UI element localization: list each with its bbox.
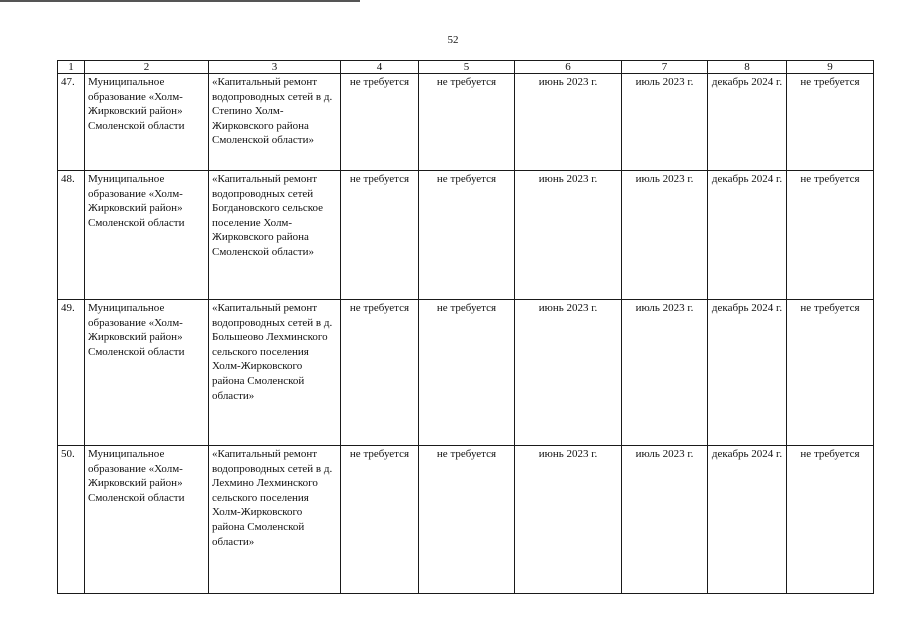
scan-top-rule xyxy=(0,0,360,2)
column-header: 5 xyxy=(419,61,515,74)
data-table xyxy=(57,60,874,594)
project-cell: «Капитальный ремонт водопроводных сетей в д. Большеово Лехминского сельского поселения Холм-Жирковского района Смоленской области» xyxy=(209,300,341,446)
col9-cell: не требуется xyxy=(787,446,874,594)
organization-cell: Муниципальное образование «Холм-Жирковский район» Смоленской области xyxy=(85,300,209,446)
col4-cell: не требуется xyxy=(341,171,419,300)
col4-cell: не требуется xyxy=(341,446,419,594)
table-row xyxy=(58,74,874,171)
col5-cell: не требуется xyxy=(419,446,515,594)
project-cell: «Капитальный ремонт водопроводных сетей в д. Лехмино Лехминского сельского поселения Холм-Жирковского района Смоленской области» xyxy=(209,446,341,594)
row-number: 50. xyxy=(58,446,85,594)
col8-cell: декабрь 2024 г. xyxy=(708,74,787,171)
project-cell: «Капитальный ремонт водопроводных сетей в д. Степино Холм-Жирковского района Смоленской области» xyxy=(209,74,341,171)
table-header-row xyxy=(58,61,874,74)
col4-cell: не требуется xyxy=(341,74,419,171)
column-header: 7 xyxy=(622,61,708,74)
project-cell: «Капитальный ремонт водопроводных сетей Богдановского сельское поселение Холм-Жирковского района Смоленской области» xyxy=(209,171,341,300)
column-header: 1 xyxy=(58,61,85,74)
column-header: 8 xyxy=(708,61,787,74)
col9-cell: не требуется xyxy=(787,300,874,446)
col9-cell: не требуется xyxy=(787,171,874,300)
col8-cell: декабрь 2024 г. xyxy=(708,446,787,594)
row-number: 48. xyxy=(58,171,85,300)
table-row xyxy=(58,171,874,300)
row-number: 49. xyxy=(58,300,85,446)
col7-cell: июль 2023 г. xyxy=(622,171,708,300)
col4-cell: не требуется xyxy=(341,300,419,446)
row-number: 47. xyxy=(58,74,85,171)
table-row xyxy=(58,446,874,594)
col8-cell: декабрь 2024 г. xyxy=(708,300,787,446)
col5-cell: не требуется xyxy=(419,300,515,446)
column-header: 9 xyxy=(787,61,874,74)
col9-cell: не требуется xyxy=(787,74,874,171)
column-header: 2 xyxy=(85,61,209,74)
column-header: 3 xyxy=(209,61,341,74)
col7-cell: июль 2023 г. xyxy=(622,300,708,446)
page-number: 52 xyxy=(447,34,459,46)
col6-cell: июнь 2023 г. xyxy=(515,300,622,446)
column-header: 6 xyxy=(515,61,622,74)
table-row xyxy=(58,300,874,446)
organization-cell: Муниципальное образование «Холм-Жирковский район» Смоленской области xyxy=(85,171,209,300)
col5-cell: не требуется xyxy=(419,171,515,300)
col8-cell: декабрь 2024 г. xyxy=(708,171,787,300)
col6-cell: июнь 2023 г. xyxy=(515,74,622,171)
col7-cell: июль 2023 г. xyxy=(622,446,708,594)
col7-cell: июль 2023 г. xyxy=(622,74,708,171)
column-header: 4 xyxy=(341,61,419,74)
col6-cell: июнь 2023 г. xyxy=(515,446,622,594)
organization-cell: Муниципальное образование «Холм-Жирковский район» Смоленской области xyxy=(85,74,209,171)
col5-cell: не требуется xyxy=(419,74,515,171)
col6-cell: июнь 2023 г. xyxy=(515,171,622,300)
organization-cell: Муниципальное образование «Холм-Жирковский район» Смоленской области xyxy=(85,446,209,594)
